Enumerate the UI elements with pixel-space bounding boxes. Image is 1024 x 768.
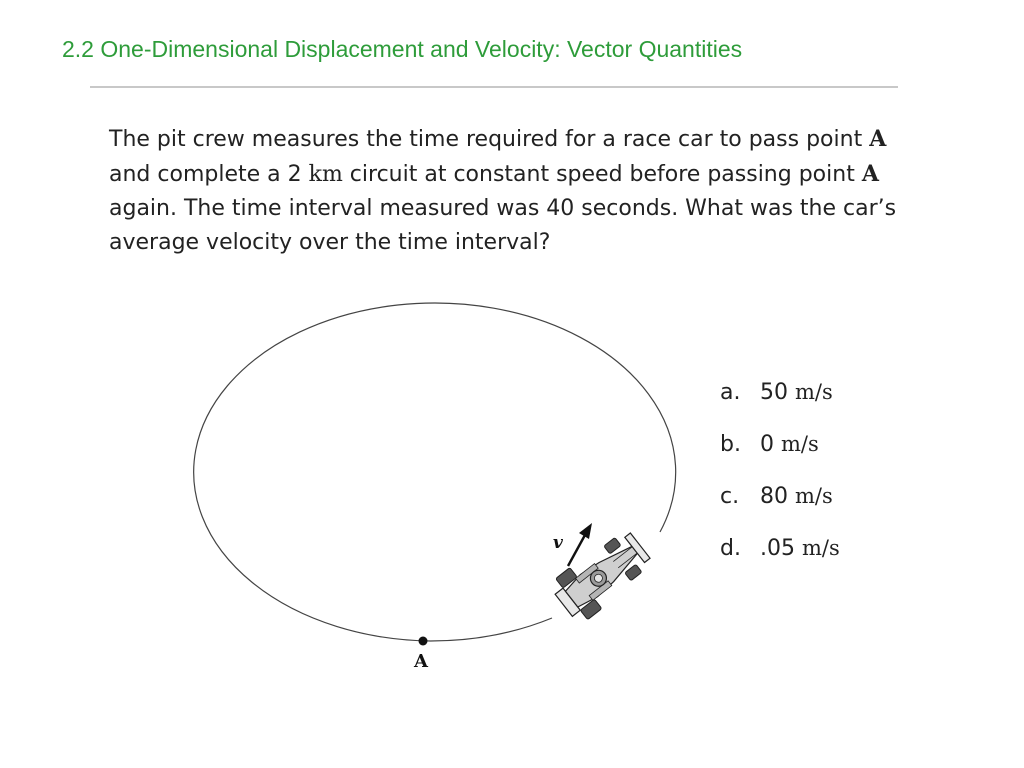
point-a-reference: A [861, 161, 879, 187]
choice-letter: c. [720, 484, 740, 509]
choice-b[interactable] [720, 427, 840, 479]
velocity-label: v [553, 533, 563, 553]
question-line-1-text: The pit crew measures the time required for a race car to pass point [109, 127, 870, 152]
choice-value: 0 [760, 432, 774, 457]
choice-letter: d. [720, 536, 741, 561]
question-line-2-post: circuit at constant speed before passing point [342, 162, 862, 187]
choice-unit: m/s [795, 484, 833, 508]
choice-value: 80 [760, 484, 788, 509]
point-a-reference: A [869, 126, 887, 152]
choice-letter: a. [720, 380, 741, 405]
choice-letter: b. [720, 432, 741, 457]
choice-value: 50 [760, 380, 788, 405]
point-a-dot [419, 637, 428, 646]
point-a-label: A [414, 651, 428, 672]
slide-title: 2.2 One-Dimensional Displacement and Velocity: Vector Quantities [62, 36, 743, 62]
choice-unit: m/s [802, 536, 840, 560]
choice-value: .05 [760, 536, 795, 561]
velocity-arrow-icon [568, 523, 592, 566]
race-car-icon [548, 525, 656, 626]
choice-unit: m/s [781, 432, 819, 456]
answer-choices [720, 375, 840, 583]
question-line-3: again. The time interval measured was 40 seconds. What was the car’s [109, 196, 897, 221]
choice-a[interactable] [720, 375, 840, 427]
choice-d[interactable] [720, 531, 840, 583]
choice-c[interactable] [720, 479, 840, 531]
question-line-2-pre: and complete a 2 [109, 162, 309, 187]
question-line-4: average velocity over the time interval? [109, 230, 551, 255]
choice-unit: m/s [795, 380, 833, 404]
distance-unit: km [308, 162, 343, 187]
